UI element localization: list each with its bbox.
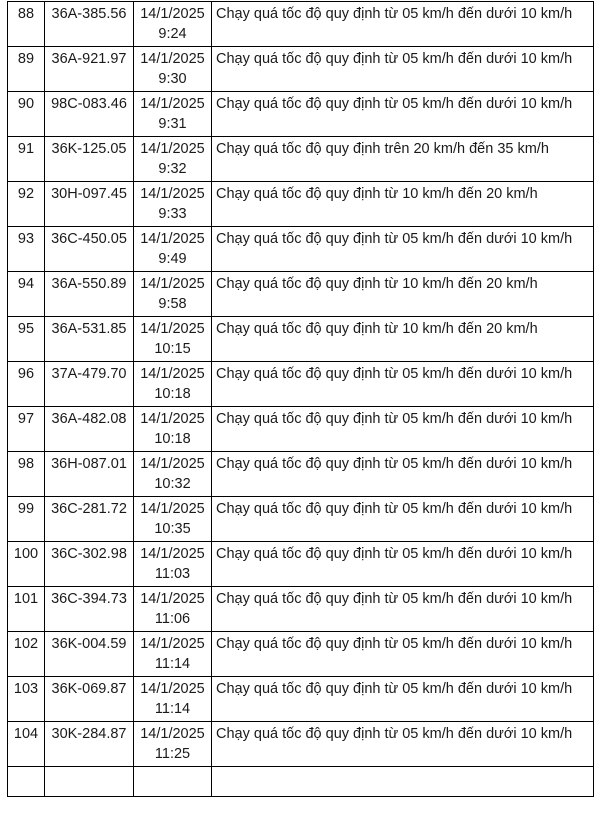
- table-row: [8, 497, 594, 542]
- row-number: 93: [8, 227, 45, 272]
- violation-date: 14/1/2025: [140, 231, 205, 247]
- violation-datetime: [134, 722, 212, 767]
- table-row: [8, 182, 594, 227]
- violation-time: 10:18: [154, 386, 191, 402]
- violation-date: 14/1/2025: [140, 591, 205, 607]
- row-number: 97: [8, 407, 45, 452]
- license-plate: 37A-479.70: [45, 362, 134, 407]
- table-row: [8, 407, 594, 452]
- violation-time: 9:49: [158, 251, 187, 267]
- license-plate: 36C-302.98: [45, 542, 134, 587]
- violation-date: 14/1/2025: [140, 6, 205, 22]
- violation-time: 11:14: [154, 701, 191, 717]
- violation-description: Chạy quá tốc độ quy định từ 05 km/h đến dưới 10 km/h: [212, 542, 594, 587]
- violation-date: 14/1/2025: [140, 501, 205, 517]
- violation-time: 9:30: [158, 71, 187, 87]
- violation-date: 14/1/2025: [140, 681, 205, 697]
- license-plate: 36A-482.08: [45, 407, 134, 452]
- violation-time: 11:25: [154, 746, 191, 762]
- violation-datetime: [134, 2, 212, 47]
- row-number: 94: [8, 272, 45, 317]
- license-plate: 36C-281.72: [45, 497, 134, 542]
- violation-datetime: [134, 47, 212, 92]
- violation-datetime: [134, 452, 212, 497]
- row-number: 92: [8, 182, 45, 227]
- violation-date: 14/1/2025: [140, 456, 205, 472]
- table-row: [8, 452, 594, 497]
- violation-date: 14/1/2025: [140, 186, 205, 202]
- license-plate: 36A-921.97: [45, 47, 134, 92]
- violation-datetime: [134, 587, 212, 632]
- license-plate: [45, 767, 134, 797]
- table-row: [8, 47, 594, 92]
- violation-datetime: [134, 182, 212, 227]
- violation-description: Chạy quá tốc độ quy định từ 05 km/h đến dưới 10 km/h: [212, 92, 594, 137]
- table-row: [8, 2, 594, 47]
- table-row: [8, 542, 594, 587]
- row-number: [8, 767, 45, 797]
- violation-time: 9:32: [158, 161, 187, 177]
- license-plate: 36C-450.05: [45, 227, 134, 272]
- table-row: [8, 632, 594, 677]
- row-number: 91: [8, 137, 45, 182]
- violation-date: 14/1/2025: [140, 141, 205, 157]
- license-plate: 36C-394.73: [45, 587, 134, 632]
- violation-datetime: [134, 227, 212, 272]
- violation-description: Chạy quá tốc độ quy định từ 05 km/h đến dưới 10 km/h: [212, 632, 594, 677]
- table-row: [8, 227, 594, 272]
- violation-description: Chạy quá tốc độ quy định từ 05 km/h đến dưới 10 km/h: [212, 722, 594, 767]
- violation-time: 10:35: [154, 521, 191, 537]
- license-plate: 98C-083.46: [45, 92, 134, 137]
- violation-date: 14/1/2025: [140, 411, 205, 427]
- license-plate: 30H-097.45: [45, 182, 134, 227]
- violation-time: 9:31: [158, 116, 187, 132]
- row-number: 99: [8, 497, 45, 542]
- violation-time: 9:33: [158, 206, 187, 222]
- violation-datetime: [134, 632, 212, 677]
- license-plate: 36H-087.01: [45, 452, 134, 497]
- violation-time: 9:24: [158, 26, 187, 42]
- row-number: 101: [8, 587, 45, 632]
- violation-datetime: [134, 407, 212, 452]
- table-row: [8, 137, 594, 182]
- violation-description: Chạy quá tốc độ quy định từ 05 km/h đến dưới 10 km/h: [212, 452, 594, 497]
- violation-description: Chạy quá tốc độ quy định từ 10 km/h đến 20 km/h: [212, 182, 594, 227]
- row-number: 98: [8, 452, 45, 497]
- violations-table-body: [8, 2, 594, 797]
- violation-datetime: [134, 677, 212, 722]
- violation-description: Chạy quá tốc độ quy định từ 10 km/h đến 20 km/h: [212, 272, 594, 317]
- violation-time: 9:58: [158, 296, 187, 312]
- violation-datetime: [134, 362, 212, 407]
- violation-description: Chạy quá tốc độ quy định từ 05 km/h đến dưới 10 km/h: [212, 497, 594, 542]
- table-row: [8, 317, 594, 362]
- violation-description: [212, 767, 594, 797]
- violation-time: 10:18: [154, 431, 191, 447]
- violation-date: 14/1/2025: [140, 276, 205, 292]
- violation-date: 14/1/2025: [140, 321, 205, 337]
- table-row: [8, 92, 594, 137]
- license-plate: 36A-385.56: [45, 2, 134, 47]
- violation-datetime: [134, 137, 212, 182]
- violation-datetime: [134, 272, 212, 317]
- table-row: [8, 272, 594, 317]
- violation-date: 14/1/2025: [140, 636, 205, 652]
- license-plate: 36A-550.89: [45, 272, 134, 317]
- row-number: 104: [8, 722, 45, 767]
- violation-date: 14/1/2025: [140, 366, 205, 382]
- violation-description: Chạy quá tốc độ quy định trên 20 km/h đến 35 km/h: [212, 137, 594, 182]
- license-plate: 36K-004.59: [45, 632, 134, 677]
- violation-description: Chạy quá tốc độ quy định từ 05 km/h đến dưới 10 km/h: [212, 677, 594, 722]
- license-plate: 36A-531.85: [45, 317, 134, 362]
- license-plate: 30K-284.87: [45, 722, 134, 767]
- table-row: [8, 587, 594, 632]
- row-number: 88: [8, 2, 45, 47]
- table-row: [8, 362, 594, 407]
- table-row-partial: [8, 767, 594, 797]
- table-row: [8, 677, 594, 722]
- violation-time: 11:14: [154, 656, 191, 672]
- row-number: 95: [8, 317, 45, 362]
- row-number: 90: [8, 92, 45, 137]
- license-plate: 36K-125.05: [45, 137, 134, 182]
- row-number: 102: [8, 632, 45, 677]
- violation-time: 10:15: [154, 341, 191, 357]
- violation-description: Chạy quá tốc độ quy định từ 05 km/h đến dưới 10 km/h: [212, 362, 594, 407]
- table-row: [8, 722, 594, 767]
- violation-description: Chạy quá tốc độ quy định từ 05 km/h đến dưới 10 km/h: [212, 2, 594, 47]
- violation-datetime: [134, 497, 212, 542]
- violation-time: 11:03: [154, 566, 191, 582]
- violation-description: Chạy quá tốc độ quy định từ 05 km/h đến dưới 10 km/h: [212, 47, 594, 92]
- violation-datetime: [134, 92, 212, 137]
- violation-description: Chạy quá tốc độ quy định từ 05 km/h đến dưới 10 km/h: [212, 587, 594, 632]
- row-number: 100: [8, 542, 45, 587]
- violation-date: 14/1/2025: [140, 546, 205, 562]
- violation-datetime: [134, 317, 212, 362]
- violation-description: Chạy quá tốc độ quy định từ 05 km/h đến dưới 10 km/h: [212, 227, 594, 272]
- violation-description: Chạy quá tốc độ quy định từ 10 km/h đến 20 km/h: [212, 317, 594, 362]
- violation-description: Chạy quá tốc độ quy định từ 05 km/h đến dưới 10 km/h: [212, 407, 594, 452]
- license-plate: 36K-069.87: [45, 677, 134, 722]
- violations-table: [7, 1, 594, 797]
- violation-time: 11:06: [154, 611, 191, 627]
- violation-date: 14/1/2025: [140, 96, 205, 112]
- row-number: 103: [8, 677, 45, 722]
- violation-datetime: [134, 542, 212, 587]
- row-number: 96: [8, 362, 45, 407]
- violation-datetime: [134, 767, 212, 797]
- row-number: 89: [8, 47, 45, 92]
- violation-time: 10:32: [154, 476, 191, 492]
- violation-date: 14/1/2025: [140, 51, 205, 67]
- violation-date: 14/1/2025: [140, 726, 205, 742]
